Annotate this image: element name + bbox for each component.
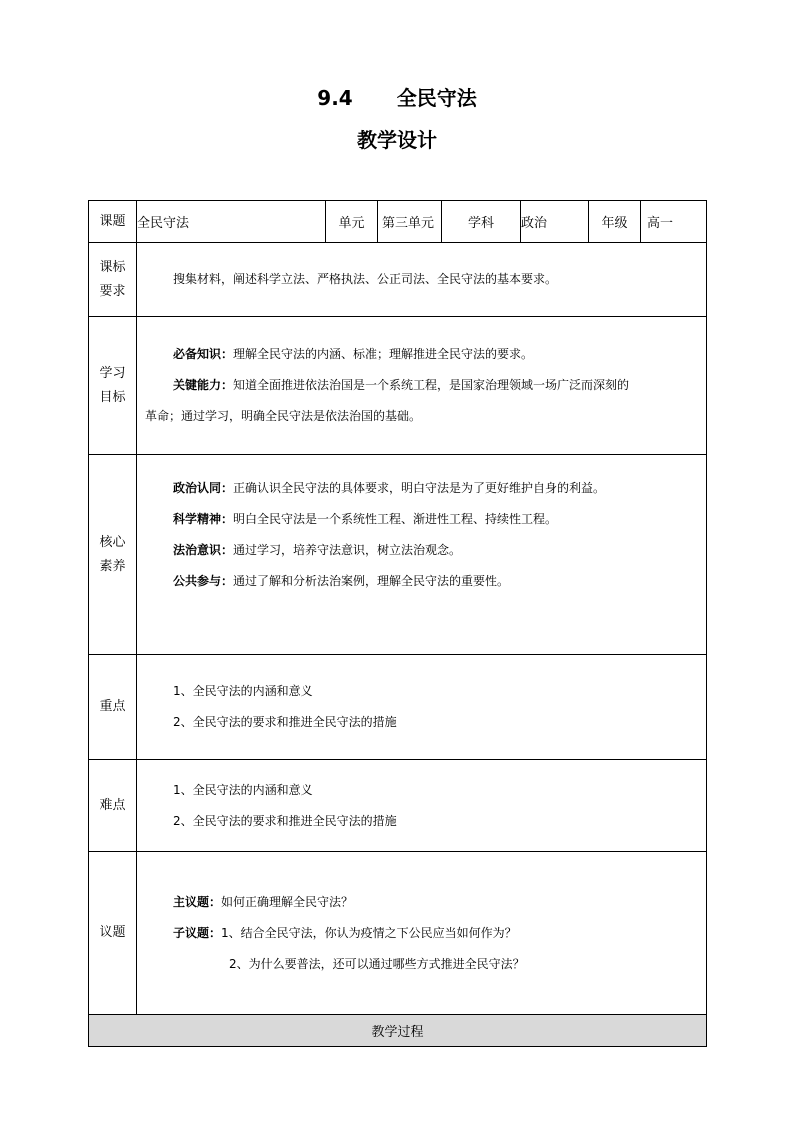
unit-value: 第三单元 [378,201,442,243]
standards-cell [137,243,707,317]
literacy-label: 核心 素养 [89,455,137,655]
topics-label: 议题 [89,852,137,1015]
key-points-cell [137,655,707,760]
main-topic: 主议题：如何正确理解全民守法？ [173,894,354,909]
sub-topic: 子议题：1、结合全民守法，你认为疫情之下公民应当如何作为？ [173,925,517,940]
info-row [89,201,707,243]
key-point-item: 1、全民守法的内涵和意义 [173,684,313,698]
topics-row [89,852,707,1015]
objectives-row [89,317,707,455]
standards-text: 搜集材料，阐述科学立法、严格执法、公正司法、全民守法的基本要求。 [173,272,558,286]
subject-label: 学科 [442,201,521,243]
difficult-point-item: 1、全民守法的内涵和意义 [173,782,313,797]
difficult-points-label: 难点 [89,760,137,852]
objective-item: 必备知识：理解全民守法的内涵、标准；理解推进全民守法的要求。 [173,347,534,361]
lesson-label: 课题 [89,201,137,243]
key-points-row [89,655,707,760]
key-point-item: 2、全民守法的要求和推进全民守法的措施 [173,715,397,729]
key-points-label: 重点 [89,655,137,760]
literacy-item: 公共参与：通过了解和分析法治案例，理解全民守法的重要性。 [173,574,510,588]
objectives-cell [137,317,707,455]
objective-item: 关键能力：知道全面推进依法治国是一个系统工程，是国家治理领域一场广泛而深刻的 [173,378,630,392]
section-topic: 全民守法 [396,86,477,110]
document-title [0,86,794,110]
grade-value: 高一 [641,201,707,243]
process-header: 教学过程 [89,1015,707,1047]
lesson-plan-table [88,200,707,1047]
unit-label: 单元 [326,201,378,243]
document-subtitle: 教学设计 [357,128,437,152]
literacy-item: 法治意识：通过学习，培养守法意识，树立法治观念。 [173,543,462,557]
subject-value: 政治 [521,201,589,243]
lesson-value: 全民守法 [137,201,326,243]
literacy-item: 政治认同：正确认识全民守法的具体要求，明白守法是为了更好维护自身的利益。 [173,481,606,495]
difficult-point-item: 2、全民守法的要求和推进全民守法的措施 [173,813,397,828]
section-number: 9.4 [317,86,353,110]
difficult-points-cell [137,760,707,852]
objectives-label: 学习 目标 [89,317,137,455]
literacy-row [89,455,707,655]
literacy-item: 科学精神：明白全民守法是一个系统性工程、渐进性工程、持续性工程。 [173,512,558,526]
sub-topic: 2、为什么要普法，还可以通过哪些方式推进全民守法？ [229,956,525,971]
process-row [89,1015,707,1047]
standards-row [89,243,707,317]
difficult-points-row [89,760,707,852]
standards-label: 课标 要求 [89,243,137,317]
objective-continuation: 革命；通过学习，明确全民守法是依法治国的基础。 [145,409,422,423]
grade-label: 年级 [589,201,641,243]
topics-cell [137,852,707,1015]
literacy-cell [137,455,707,655]
